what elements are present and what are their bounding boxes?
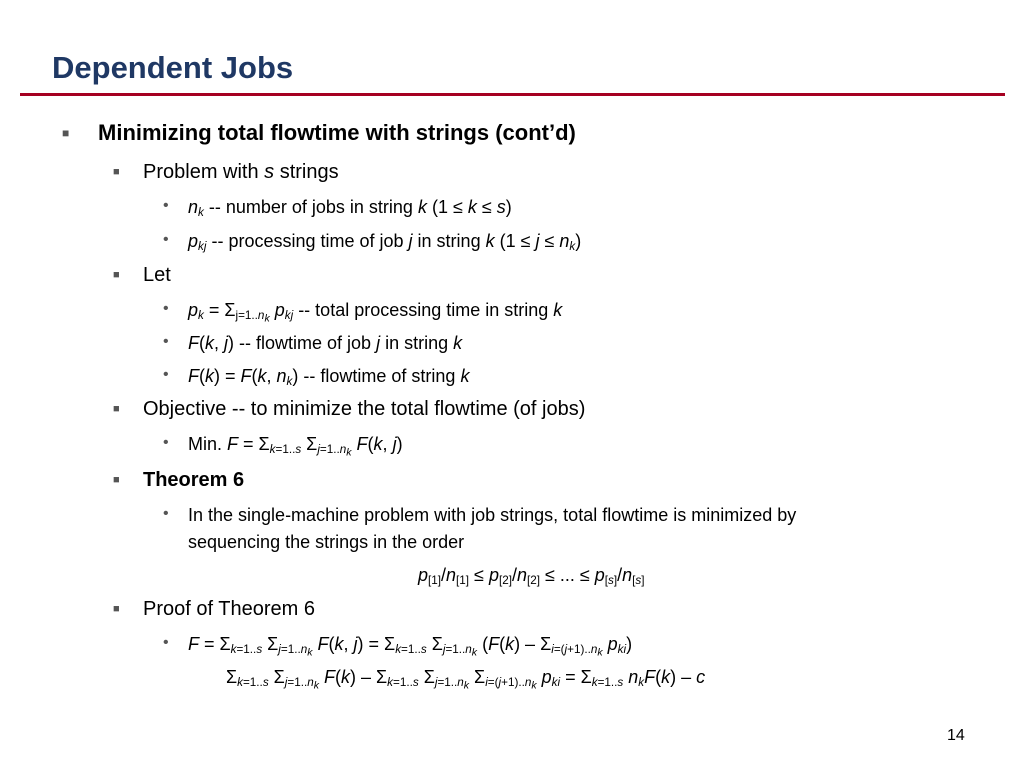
heading-minimizing-flowtime: Minimizing total flowtime with strings (cont’d) (98, 120, 576, 145)
fkj-definition: F(k, j) -- flowtime of job j in string k (188, 333, 463, 353)
bullet-square: ■ (113, 603, 120, 615)
bullet-dot: • (163, 505, 169, 522)
bullet-dot: • (163, 634, 169, 651)
proof-formula-line2: $\Sigma_{k=1..s}$ $\Sigma_{j=1..n_k}$ $F(k) - \Sigma_{k=1..s}$ $\Sigma_{j=1..n_k}$ $\Sigma_{i=(j+1)..n_k}$ $p_{ki} = \Sigma_{k=1..s}$ $n_kF(k)$ – c (226, 667, 706, 692)
bullet-square: ■ (113, 403, 120, 415)
bullet-square: ■ (113, 166, 120, 178)
min-formula: Min. $F = \Sigma_{k=1..s}$ $\Sigma_{j=1..n_k}$ F(k, j) (188, 434, 403, 459)
pkj-definition: $p_{kj}$ -- processing time of job j in string k $(1 \le j \le n_k)$ (188, 231, 582, 253)
proof-label: Proof of Theorem 6 (143, 598, 315, 620)
theorem-text-line1: In the single-machine problem with job strings, total flowtime is minimized by (188, 505, 797, 525)
bullet-square: ■ (62, 126, 70, 140)
bullet-dot: • (163, 231, 169, 248)
bullet-square: ■ (113, 474, 120, 486)
proof-formula-line1: $F = \Sigma_{k=1..s}$ $\Sigma_{j=1..n_k}$ F(k, $j) = \Sigma_{k=1..s}$ $\Sigma_{j=1..n_k}$ ($F(k) - \Sigma_{i=(j+1)..n_k}$ $p_{ki}$) (188, 634, 633, 659)
let-label: Let (143, 264, 171, 286)
fk-definition: F(k) = F(k, $n_k$) -- flowtime of string k (188, 366, 470, 388)
bullet-dot: • (163, 197, 169, 214)
nk-definition: $n_k$ -- number of jobs in string k (1 ≤ k ≤ s) (188, 197, 512, 219)
objective: Objective -- to minimize the total flowtime (of jobs) (143, 398, 586, 420)
slide-title: Dependent Jobs (52, 50, 294, 85)
theorem-order-formula: $p_{[1]}/n_{[1]} \le p_{[2]}/n_{[2]}$ ≤ ... ≤ $p_{[s]}/n_{[s]}$ (418, 565, 645, 587)
bullet-dot: • (163, 333, 169, 350)
bullet-dot: • (163, 300, 169, 317)
problem-with-s-strings: Problem with s strings (143, 161, 339, 183)
bullet-square: ■ (113, 269, 120, 281)
theorem-label: Theorem 6 (143, 469, 245, 491)
page-number: 14 (947, 727, 965, 744)
bullet-dot: • (163, 366, 169, 383)
title-divider (20, 93, 1005, 96)
pk-definition: $p_k = \Sigma_{j=1..n_k}$ $p_{kj}$ -- total processing time in string k (188, 300, 563, 325)
theorem-text-line2: sequencing the strings in the order (188, 532, 465, 552)
bullet-dot: • (163, 434, 169, 451)
